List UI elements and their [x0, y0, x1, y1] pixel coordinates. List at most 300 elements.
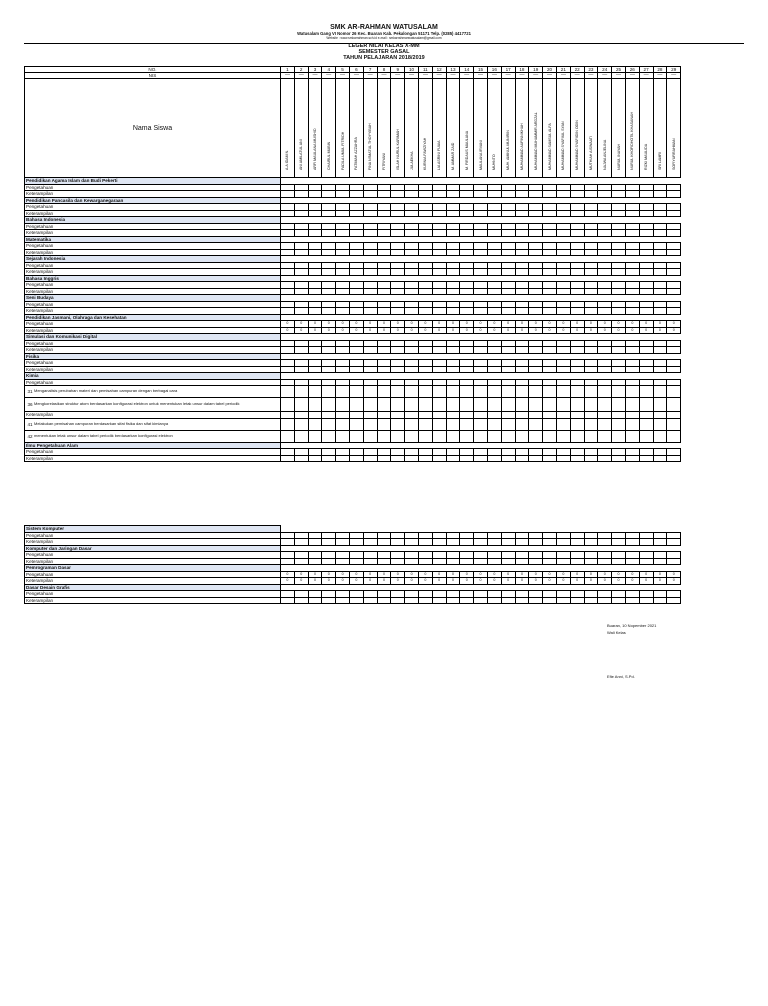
document-title: LEGER NILAI KELAS X-MM: [348, 43, 420, 49]
nis-value: xxxxx: [625, 73, 639, 79]
student-name: JULAEKHA: [409, 151, 414, 170]
grade-cell: [405, 455, 419, 462]
grade-cell: [667, 455, 681, 462]
subject-label: Komputer dan Jaringan Dasar: [25, 545, 281, 552]
grade-cell: 0: [308, 327, 322, 334]
school-name: SMK AR-RAHMAN WATUSALAM: [330, 24, 438, 31]
nis-value: xxxxx: [474, 73, 488, 79]
grade-cell: [487, 418, 501, 430]
column-number: 27: [639, 67, 653, 73]
student-name-cell: [570, 79, 584, 178]
grade-cell: [667, 430, 681, 442]
grade-cell: 0: [515, 321, 529, 328]
grade-cell: 0: [653, 321, 667, 328]
student-name: ISLAH NURUL KARIMAH: [395, 128, 400, 170]
student-name: SOFIYURRAHMAN: [671, 138, 676, 170]
grade-cell: 0: [487, 578, 501, 585]
grade-cell: 0: [363, 578, 377, 585]
grade-cell: [556, 398, 570, 412]
grade-cell: 0: [570, 327, 584, 334]
grade-cell: [460, 386, 474, 398]
grade-cell: 0: [653, 571, 667, 578]
grade-cell: [377, 430, 391, 442]
student-name-cell: [294, 79, 308, 178]
grade-cell: 0: [667, 321, 681, 328]
grade-cell: [598, 418, 612, 430]
grade-cell: [474, 430, 488, 442]
grade-cell: 0: [570, 571, 584, 578]
grade-cell: [667, 398, 681, 412]
subject-label: Pendidikan Pancasila dan Kewarganegaraan: [25, 197, 281, 204]
grade-cell: [543, 418, 557, 430]
grade-cell: [308, 418, 322, 430]
school-address: Watusalam Gang VI Nomor 26 Kec. Buaran Kab. Pekalongan 51171 Telp. (0285) 4417721: [297, 31, 471, 36]
student-name-cell: [598, 79, 612, 178]
grade-cell: 0: [294, 321, 308, 328]
grade-cell: [363, 597, 377, 604]
grade-cell: 0: [349, 321, 363, 328]
column-number: 6: [349, 67, 363, 73]
no-label: NO.: [25, 67, 281, 73]
grade-cell: 0: [543, 578, 557, 585]
column-number: 2: [294, 67, 308, 73]
grade-cell: [653, 455, 667, 462]
column-number: 20: [543, 67, 557, 73]
grade-cell: 0: [281, 327, 295, 334]
grade-cell: [322, 455, 336, 462]
grade-row: [25, 418, 681, 430]
grade-cell: 0: [487, 571, 501, 578]
grade-cell: 0: [363, 321, 377, 328]
nis-value: xxxxx: [418, 73, 432, 79]
grade-cell: [474, 418, 488, 430]
grade-cell: [363, 418, 377, 430]
grade-cell: [501, 597, 515, 604]
grade-cell: 0: [598, 578, 612, 585]
grade-cell: [598, 398, 612, 412]
grade-cell: [515, 398, 529, 412]
grade-cell: [405, 418, 419, 430]
grade-cell: [584, 386, 598, 398]
grade-cell: 0: [322, 571, 336, 578]
grade-cell: [391, 597, 405, 604]
student-name-cell: [281, 79, 295, 178]
grade-cell: [501, 455, 515, 462]
grade-cell: [584, 398, 598, 412]
student-name-cell: [653, 79, 667, 178]
grade-cell: 0: [460, 327, 474, 334]
column-number: 9: [391, 67, 405, 73]
grade-cell: [363, 398, 377, 412]
grade-cell: 0: [487, 321, 501, 328]
student-name: MUH. AMINUL MUNIRIN: [506, 130, 511, 170]
aspect-label: Keterampilan: [25, 578, 281, 585]
grade-cell: [584, 597, 598, 604]
column-number: 18: [515, 67, 529, 73]
column-number: 26: [625, 67, 639, 73]
grade-cell: [432, 597, 446, 604]
grade-cell: 0: [598, 327, 612, 334]
nis-value: xxxxx: [294, 73, 308, 79]
grade-cell: [349, 455, 363, 462]
grade-cell: 0: [556, 578, 570, 585]
student-name-cell: [308, 79, 322, 178]
subject-label: Seni Budaya: [25, 295, 281, 302]
grade-cell: 0: [474, 327, 488, 334]
grade-cell: [418, 597, 432, 604]
aspect-label: Pengetahuan: [25, 301, 281, 308]
student-name: A.A IDAM N.: [285, 149, 290, 170]
grade-cell: [556, 430, 570, 442]
grade-cell: [446, 398, 460, 412]
grade-cell: 0: [446, 571, 460, 578]
student-name: RIZKI MAULIDA: [644, 143, 649, 170]
grade-cell: [391, 455, 405, 462]
grade-cell: [418, 398, 432, 412]
aspect-label: Keterampilan: [25, 288, 281, 295]
grade-cell: 0: [322, 578, 336, 585]
grade-cell: [653, 386, 667, 398]
grade-cell: 0: [653, 327, 667, 334]
grade-cell: [322, 430, 336, 442]
grade-cell: [336, 418, 350, 430]
student-name: MUHAMMAD SAMSUL ALFA: [547, 123, 552, 170]
nis-value: xxxxx: [487, 73, 501, 79]
grade-cell: 0: [529, 571, 543, 578]
aspect-label: Pengetahuan: [25, 282, 281, 289]
year-label: TAHUN PELAJARAN 2018/2019: [343, 55, 425, 61]
student-name-cell: [405, 79, 419, 178]
grade-cell: [363, 430, 377, 442]
grade-cell: [349, 398, 363, 412]
grade-cell: [418, 418, 432, 430]
nis-label: NIS: [25, 73, 281, 79]
grade-cell: [515, 597, 529, 604]
grade-cell: 0: [460, 578, 474, 585]
grades-table-main: [24, 66, 681, 462]
nis-value: xxxxx: [543, 73, 557, 79]
grade-cell: [543, 455, 557, 462]
grade-cell: [653, 597, 667, 604]
grade-cell: [612, 418, 626, 430]
grade-cell: [543, 398, 557, 412]
grade-cell: [336, 430, 350, 442]
grade-cell: [667, 597, 681, 604]
grade-cell: 0: [639, 327, 653, 334]
grade-cell: [625, 386, 639, 398]
column-number: 5: [336, 67, 350, 73]
grade-cell: [598, 430, 612, 442]
column-number: 3: [308, 67, 322, 73]
grade-cell: [556, 455, 570, 462]
grade-cell: [349, 386, 363, 398]
aspect-label: Pengetahuan: [25, 571, 281, 578]
grade-cell: 0: [391, 571, 405, 578]
student-name-cell: [556, 79, 570, 178]
column-number: 11: [418, 67, 432, 73]
grade-cell: [308, 398, 322, 412]
nama-siswa-header: Nama Siswa: [25, 79, 281, 178]
grade-cell: [612, 386, 626, 398]
grade-cell: 0: [336, 327, 350, 334]
grade-cell: 0: [612, 321, 626, 328]
grade-cell: [432, 430, 446, 442]
grade-cell: [294, 597, 308, 604]
student-name-cell: [543, 79, 557, 178]
column-number: 21: [556, 67, 570, 73]
grade-cell: [570, 418, 584, 430]
nis-value: xxxxx: [501, 73, 515, 79]
grade-cell: [281, 430, 295, 442]
grade-cell: [294, 455, 308, 462]
grade-cell: 0: [556, 321, 570, 328]
subject-label: Sejarah Indonesia: [25, 256, 281, 263]
grade-cell: 0: [529, 578, 543, 585]
grade-cell: [377, 418, 391, 430]
grade-cell: 0: [584, 578, 598, 585]
grade-cell: [515, 455, 529, 462]
nis-value: xxxxx: [639, 73, 653, 79]
grade-row: [25, 386, 681, 398]
kd-description: Mengkorelasikan struktur atom berdasarkan konfigurasi elektron untuk menentukan letak unsur dalam tabel periodik: [34, 401, 240, 406]
grade-cell: [543, 597, 557, 604]
column-number: 17: [501, 67, 515, 73]
student-name: CHAIRUL MUBIN: [326, 141, 331, 170]
grade-cell: 0: [281, 571, 295, 578]
grade-cell: [556, 597, 570, 604]
student-name-cell: [349, 79, 363, 178]
column-number: 1: [281, 67, 295, 73]
grade-cell: 0: [653, 578, 667, 585]
grade-cell: [474, 386, 488, 398]
grade-cell: 0: [377, 578, 391, 585]
grade-cell: 0: [418, 578, 432, 585]
aspect-label: Keterampilan: [25, 230, 281, 237]
grade-cell: [460, 455, 474, 462]
grade-cell: [308, 455, 322, 462]
aspect-label: Keterampilan: [25, 347, 281, 354]
aspect-label: Keterampilan: [25, 558, 281, 565]
grade-cell: [446, 386, 460, 398]
grade-cell: 0: [391, 321, 405, 328]
subject-label: Fisika: [25, 353, 281, 360]
grade-cell: [639, 455, 653, 462]
grade-cell: 0: [543, 327, 557, 334]
grade-cell: 0: [584, 571, 598, 578]
subject-label: Sistem Komputer: [25, 526, 281, 533]
grade-cell: 0: [612, 578, 626, 585]
grade-cell: 0: [294, 571, 308, 578]
grade-cell: 0: [391, 327, 405, 334]
grade-cell: [377, 455, 391, 462]
grade-cell: [653, 398, 667, 412]
aspect-label: Pengetahuan: [25, 340, 281, 347]
grade-cell: 0: [667, 578, 681, 585]
grade-cell: [460, 430, 474, 442]
subject-label: Matematika: [25, 236, 281, 243]
grade-cell: [322, 597, 336, 604]
grade-cell: [667, 386, 681, 398]
grade-cell: [391, 430, 405, 442]
grade-cell: [281, 597, 295, 604]
nis-value: xxxxx: [653, 73, 667, 79]
grade-cell: [474, 455, 488, 462]
grade-cell: [349, 597, 363, 604]
grade-cell: [543, 430, 557, 442]
grade-cell: 0: [460, 571, 474, 578]
grade-row: [25, 430, 681, 442]
grade-cell: [598, 386, 612, 398]
student-name-cell: [460, 79, 474, 178]
grade-cell: [281, 418, 295, 430]
column-number: 14: [460, 67, 474, 73]
grade-cell: 0: [418, 321, 432, 328]
grade-cell: [570, 597, 584, 604]
grade-cell: [294, 386, 308, 398]
grade-cell: [336, 398, 350, 412]
grade-cell: [625, 430, 639, 442]
student-name: SRI LAMRI: [657, 152, 662, 170]
grade-cell: 0: [570, 578, 584, 585]
student-name-cell: [639, 79, 653, 178]
grade-cell: [612, 398, 626, 412]
grade-cell: [529, 386, 543, 398]
aspect-label: [25, 418, 281, 430]
nis-value: xxxxx: [349, 73, 363, 79]
column-number: 4: [322, 67, 336, 73]
grade-cell: 0: [598, 321, 612, 328]
kd-number: 41: [27, 421, 33, 427]
grade-cell: 0: [322, 327, 336, 334]
student-name: FATIMAH AZZAHRA: [354, 137, 359, 170]
grade-cell: [405, 398, 419, 412]
column-number: 19: [529, 67, 543, 73]
grade-cell: [446, 418, 460, 430]
grade-cell: 0: [418, 571, 432, 578]
aspect-label: Keterampilan: [25, 455, 281, 462]
aspect-label: Keterampilan: [25, 327, 281, 334]
aspect-label: Pengetahuan: [25, 449, 281, 456]
grade-cell: [322, 398, 336, 412]
grade-cell: 0: [405, 321, 419, 328]
grade-cell: 0: [543, 321, 557, 328]
column-number: 8: [377, 67, 391, 73]
student-name-cell: [625, 79, 639, 178]
grade-cell: 0: [625, 578, 639, 585]
student-name: FADILA UMUL FITRIDH: [340, 131, 345, 170]
aspect-label: Pengetahuan: [25, 360, 281, 367]
signature-name: Efie Anni, S.Pd.: [607, 674, 635, 679]
grade-cell: 0: [529, 321, 543, 328]
grade-cell: [308, 430, 322, 442]
student-name: MUHAMMAD SYAFIIDIN ODIN: [575, 120, 580, 170]
aspect-label: Pengetahuan: [25, 184, 281, 191]
grade-cell: [281, 398, 295, 412]
student-name: MUHAMMAD AUFINNIKHAH: [519, 123, 524, 170]
grade-cell: 0: [281, 321, 295, 328]
subject-label: Ilmu Pengetahuan Alam: [25, 442, 281, 449]
column-number: 23: [584, 67, 598, 73]
grade-cell: [556, 418, 570, 430]
grade-cell: [501, 386, 515, 398]
student-name: ANI AMILATUL ANI: [299, 139, 304, 170]
nis-value: xxxxx: [570, 73, 584, 79]
grade-cell: [515, 430, 529, 442]
aspect-label: Keterampilan: [25, 366, 281, 373]
grade-cell: 0: [418, 327, 432, 334]
grade-cell: 0: [487, 327, 501, 334]
column-number: 24: [598, 67, 612, 73]
aspect-label: Keterampilan: [25, 249, 281, 256]
grade-cell: 0: [446, 327, 460, 334]
student-name: MUHAMMAD SYAFIIUL SYAN: [561, 121, 566, 170]
grade-cell: [543, 386, 557, 398]
aspect-label: [25, 430, 281, 442]
grade-cell: [584, 418, 598, 430]
grade-cell: 0: [584, 327, 598, 334]
grade-cell: 0: [432, 321, 446, 328]
nis-value: xxxxx: [529, 73, 543, 79]
grade-cell: 0: [501, 321, 515, 328]
grade-cell: [405, 386, 419, 398]
grade-cell: 0: [543, 571, 557, 578]
grade-cell: [667, 418, 681, 430]
grade-cell: 0: [529, 327, 543, 334]
grade-cell: [584, 455, 598, 462]
grade-cell: [639, 398, 653, 412]
aspect-label: Pengetahuan: [25, 223, 281, 230]
grade-cell: [322, 418, 336, 430]
grade-cell: [474, 398, 488, 412]
grade-cell: 0: [460, 321, 474, 328]
grade-cell: [529, 455, 543, 462]
subject-label: Pendidikan Jasmani, Olahraga dan Kesehatan: [25, 314, 281, 321]
student-name: MUHNTO: [492, 154, 497, 170]
aspect-label: Keterampilan: [25, 269, 281, 276]
student-name: MUTHIAH AISWAATI: [588, 136, 593, 170]
grade-cell: 0: [281, 578, 295, 585]
grade-cell: 0: [308, 571, 322, 578]
grade-cell: [363, 386, 377, 398]
aspect-label: Pengetahuan: [25, 591, 281, 598]
column-number: 22: [570, 67, 584, 73]
grade-cell: 0: [667, 571, 681, 578]
nis-value: xxxxx: [460, 73, 474, 79]
student-name: FINA NI'MATUL THOYYIBAH: [368, 123, 373, 170]
aspect-label: Pengetahuan: [25, 243, 281, 250]
grade-cell: [336, 455, 350, 462]
grade-cell: 0: [446, 321, 460, 328]
grade-cell: [529, 418, 543, 430]
aspect-label: Pengetahuan: [25, 379, 281, 386]
student-name-cell: [322, 79, 336, 178]
grade-cell: [625, 418, 639, 430]
student-name: FITRIYANI: [381, 152, 386, 170]
column-number: 13: [446, 67, 460, 73]
grade-cell: 0: [405, 327, 419, 334]
nis-value: xxxxx: [405, 73, 419, 79]
grade-cell: 0: [625, 571, 639, 578]
student-name-cell: [432, 79, 446, 178]
grade-cell: [349, 430, 363, 442]
grade-cell: 0: [501, 578, 515, 585]
student-name-cell: [487, 79, 501, 178]
nis-value: xxxxx: [391, 73, 405, 79]
grade-cell: [653, 418, 667, 430]
grade-cell: [391, 386, 405, 398]
nis-value: xxxxx: [336, 73, 350, 79]
nis-value: xxxxx: [515, 73, 529, 79]
